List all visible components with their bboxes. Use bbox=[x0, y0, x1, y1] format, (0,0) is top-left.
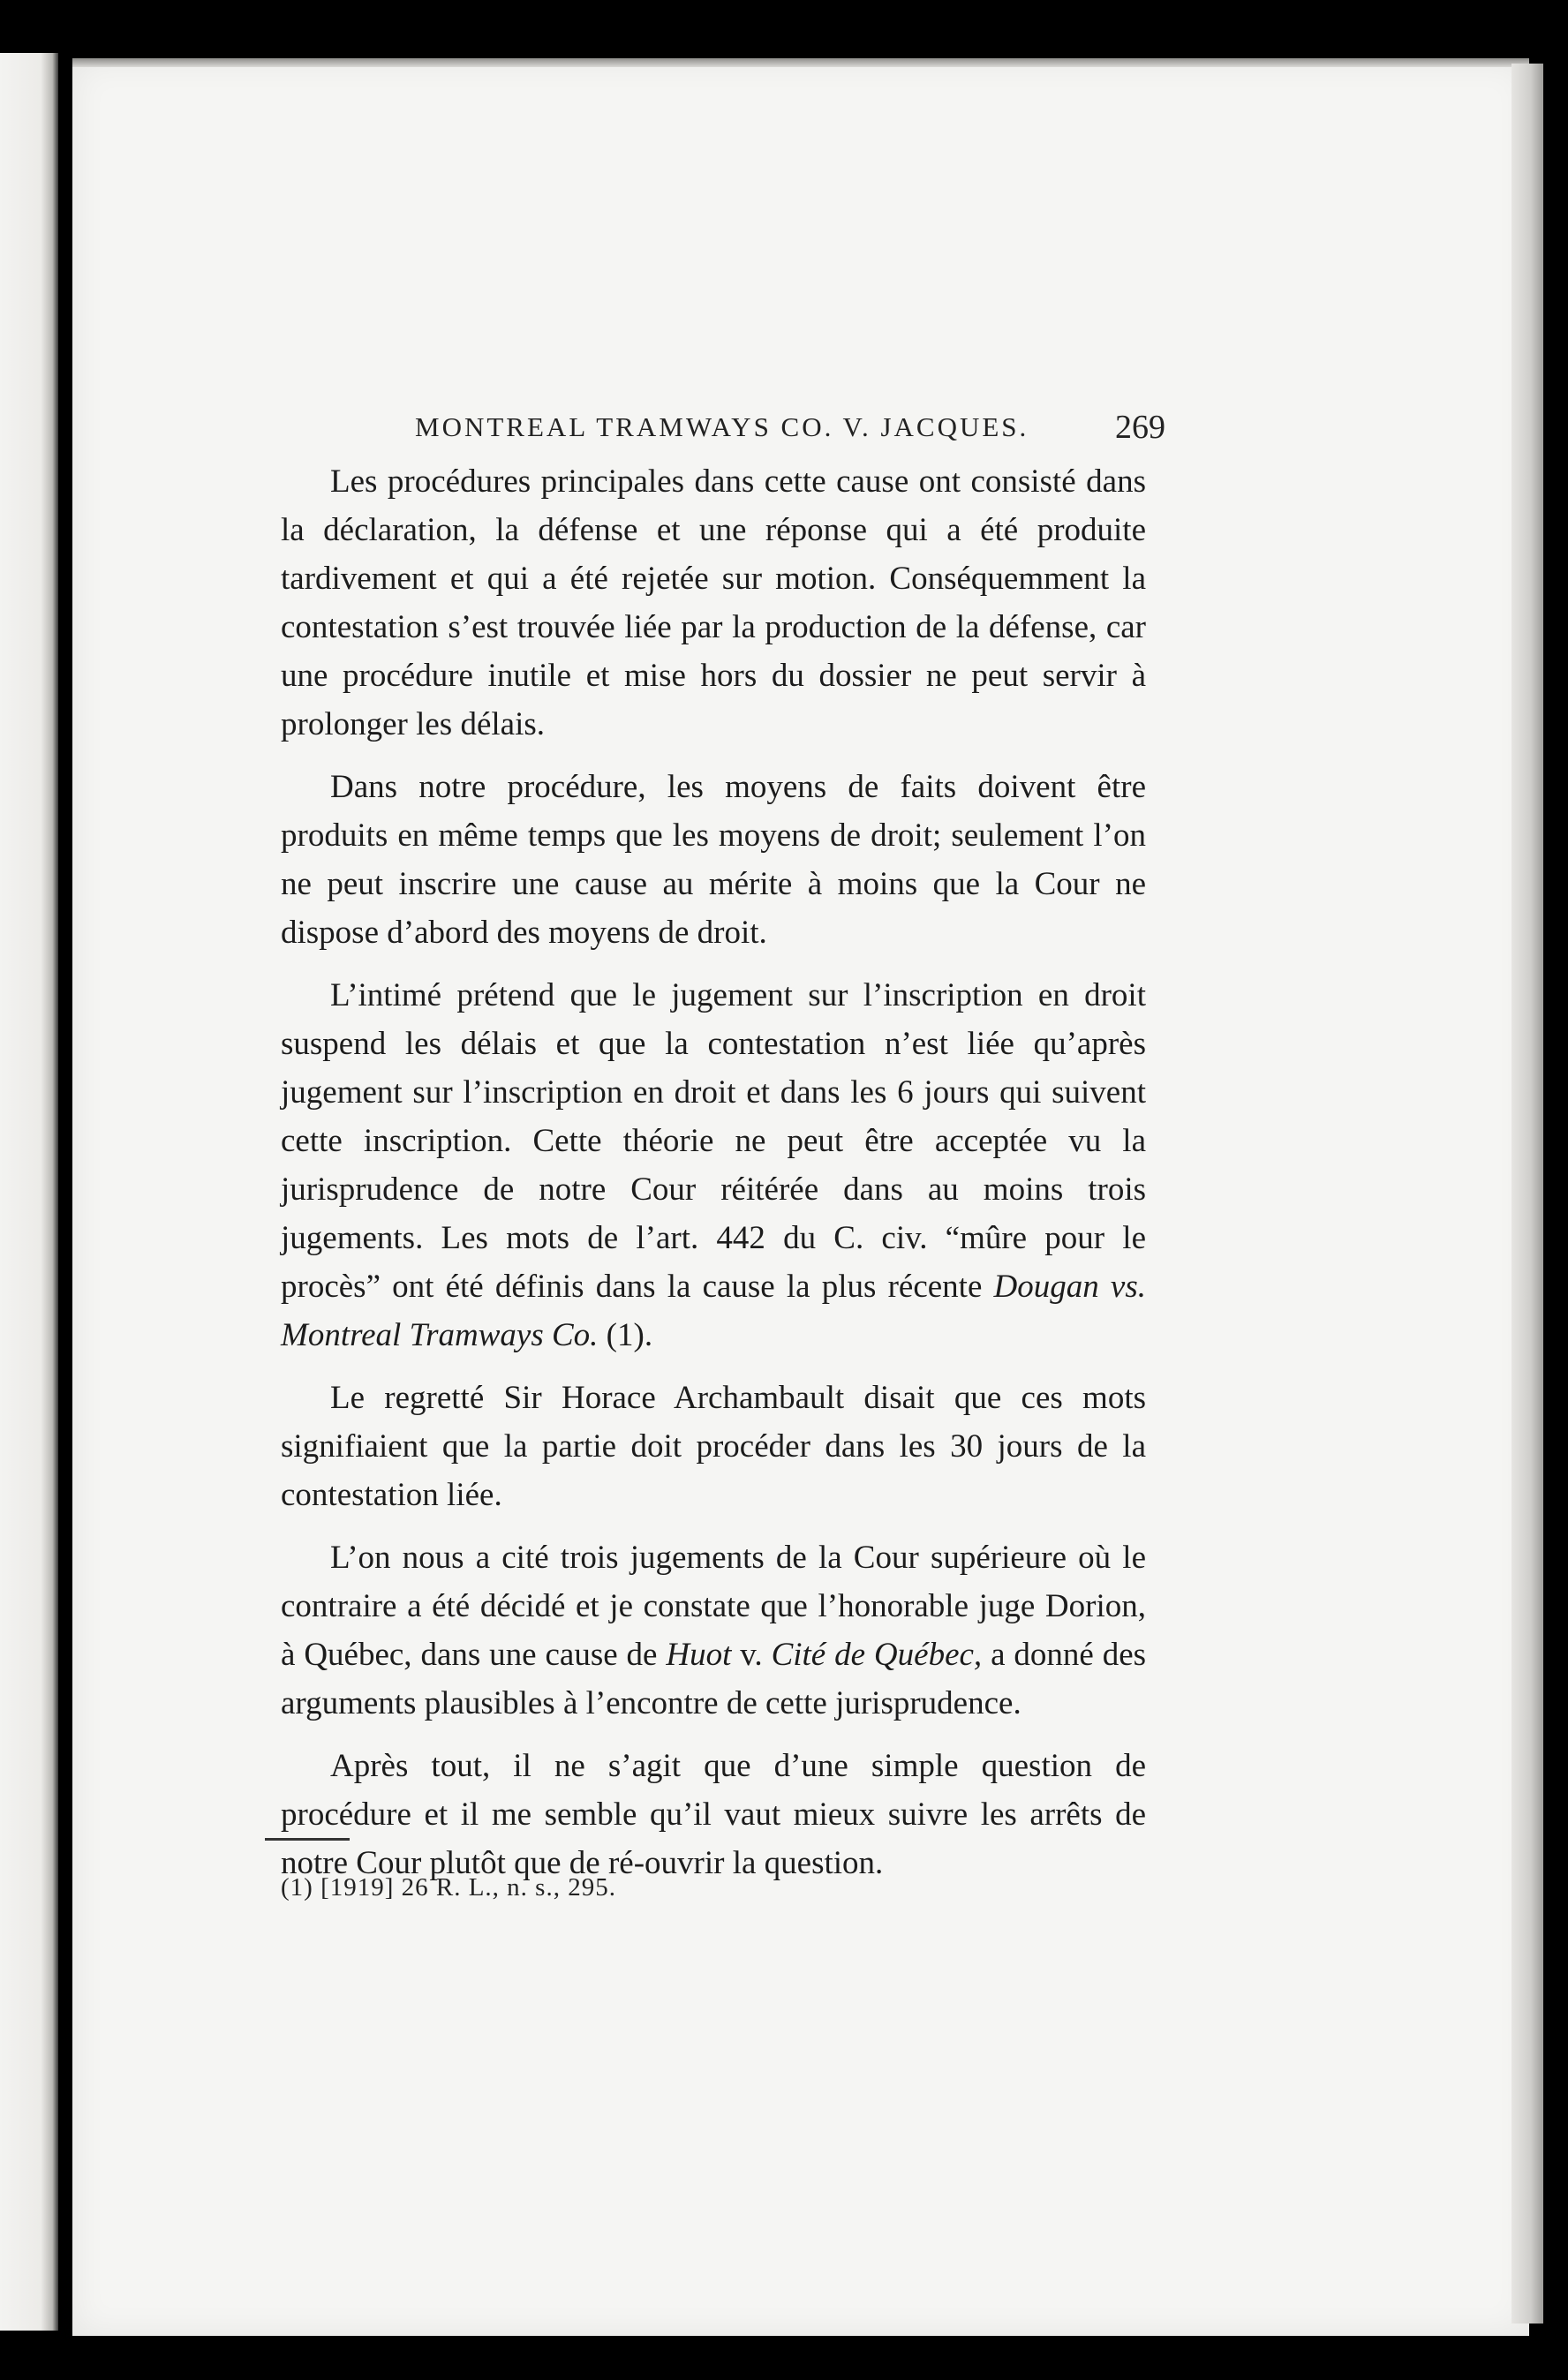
footnote-reference: (1). bbox=[606, 1317, 653, 1353]
paragraph-5-tail: a donné des arguments plausibles à l’encontre de cette jurisprudence. bbox=[281, 1637, 1147, 1721]
case-citation-cite-de-quebec: Cité de Québec, bbox=[771, 1637, 983, 1673]
paragraph-3-text: L’intimé prétend que le jugement sur l’inscription en droit suspend les délais et que la contestation n’est liée qu’après jugement sur l’inscription en droit et dans les 6 jours qui suivent cette inscription. Cette théorie ne peut être acceptée vu la jurisprudence de notre Cour réitérée dans au moins trois jugements. Les mots de l’art. 442 du C. civ. “mûre pour le procès” ont été définis dans la cause la plus récente bbox=[281, 977, 1146, 1305]
footnote-rule bbox=[265, 1838, 350, 1841]
scan-left-margin bbox=[0, 53, 58, 2331]
case-citation-huot: Huot bbox=[666, 1637, 732, 1673]
body-text bbox=[281, 457, 1146, 1902]
case-citation-dougan: Dougan vs. Montreal Tramways Co. bbox=[281, 1269, 1146, 1353]
paragraph-3 bbox=[281, 971, 1146, 1359]
paragraph-6: Après tout, il ne s’agit que d’une simple question de procédure et il me semble qu’il vaut mieux suivre les arrêts de notre Cour plutôt que de ré-ouvrir la question. bbox=[281, 1748, 1146, 1881]
paragraph-5 bbox=[281, 1533, 1146, 1728]
page-header bbox=[415, 395, 1165, 448]
running-head: MONTREAL TRAMWAYS CO. V. JACQUES. bbox=[415, 411, 1029, 442]
paragraph-2: Dans notre procédure, les moyens de faits doivent être produits en même temps que les moyens de droit; seulement l’on ne peut inscrire une cause au mérite à moins que la Cour ne dispose d’abord des moyens de droit. bbox=[281, 769, 1146, 951]
paragraph-4: Le regretté Sir Horace Archambault disait que ces mots signifiaient que la partie doit procéder dans les 30 jours de la contestation liée. bbox=[281, 1380, 1146, 1513]
page-right-edge bbox=[1511, 64, 1543, 2324]
page-top-edge bbox=[72, 58, 1529, 67]
page-number: 269 bbox=[1115, 409, 1165, 446]
paragraph-1: Les procédures principales dans cette cause ont consisté dans la déclaration, la défense et une réponse qui a été produite tardivement et qui a été rejetée sur motion. Conséquemment la contestation s’est trouvée liée par la production de la défense, car une procédure inutile et mise hors du dossier ne peut servir à prolonger les délais. bbox=[281, 463, 1146, 742]
footnote: (1) [1919] 26 R. L., n. s., 295. bbox=[281, 1873, 616, 1902]
paragraph-5-text: L’on nous a cité trois jugements de la Cour supérieure où le contraire a été décidé et je constate que l’honorable juge Dorion, à Québec, dans une cause de bbox=[281, 1540, 1146, 1673]
versus: v. bbox=[740, 1637, 763, 1673]
